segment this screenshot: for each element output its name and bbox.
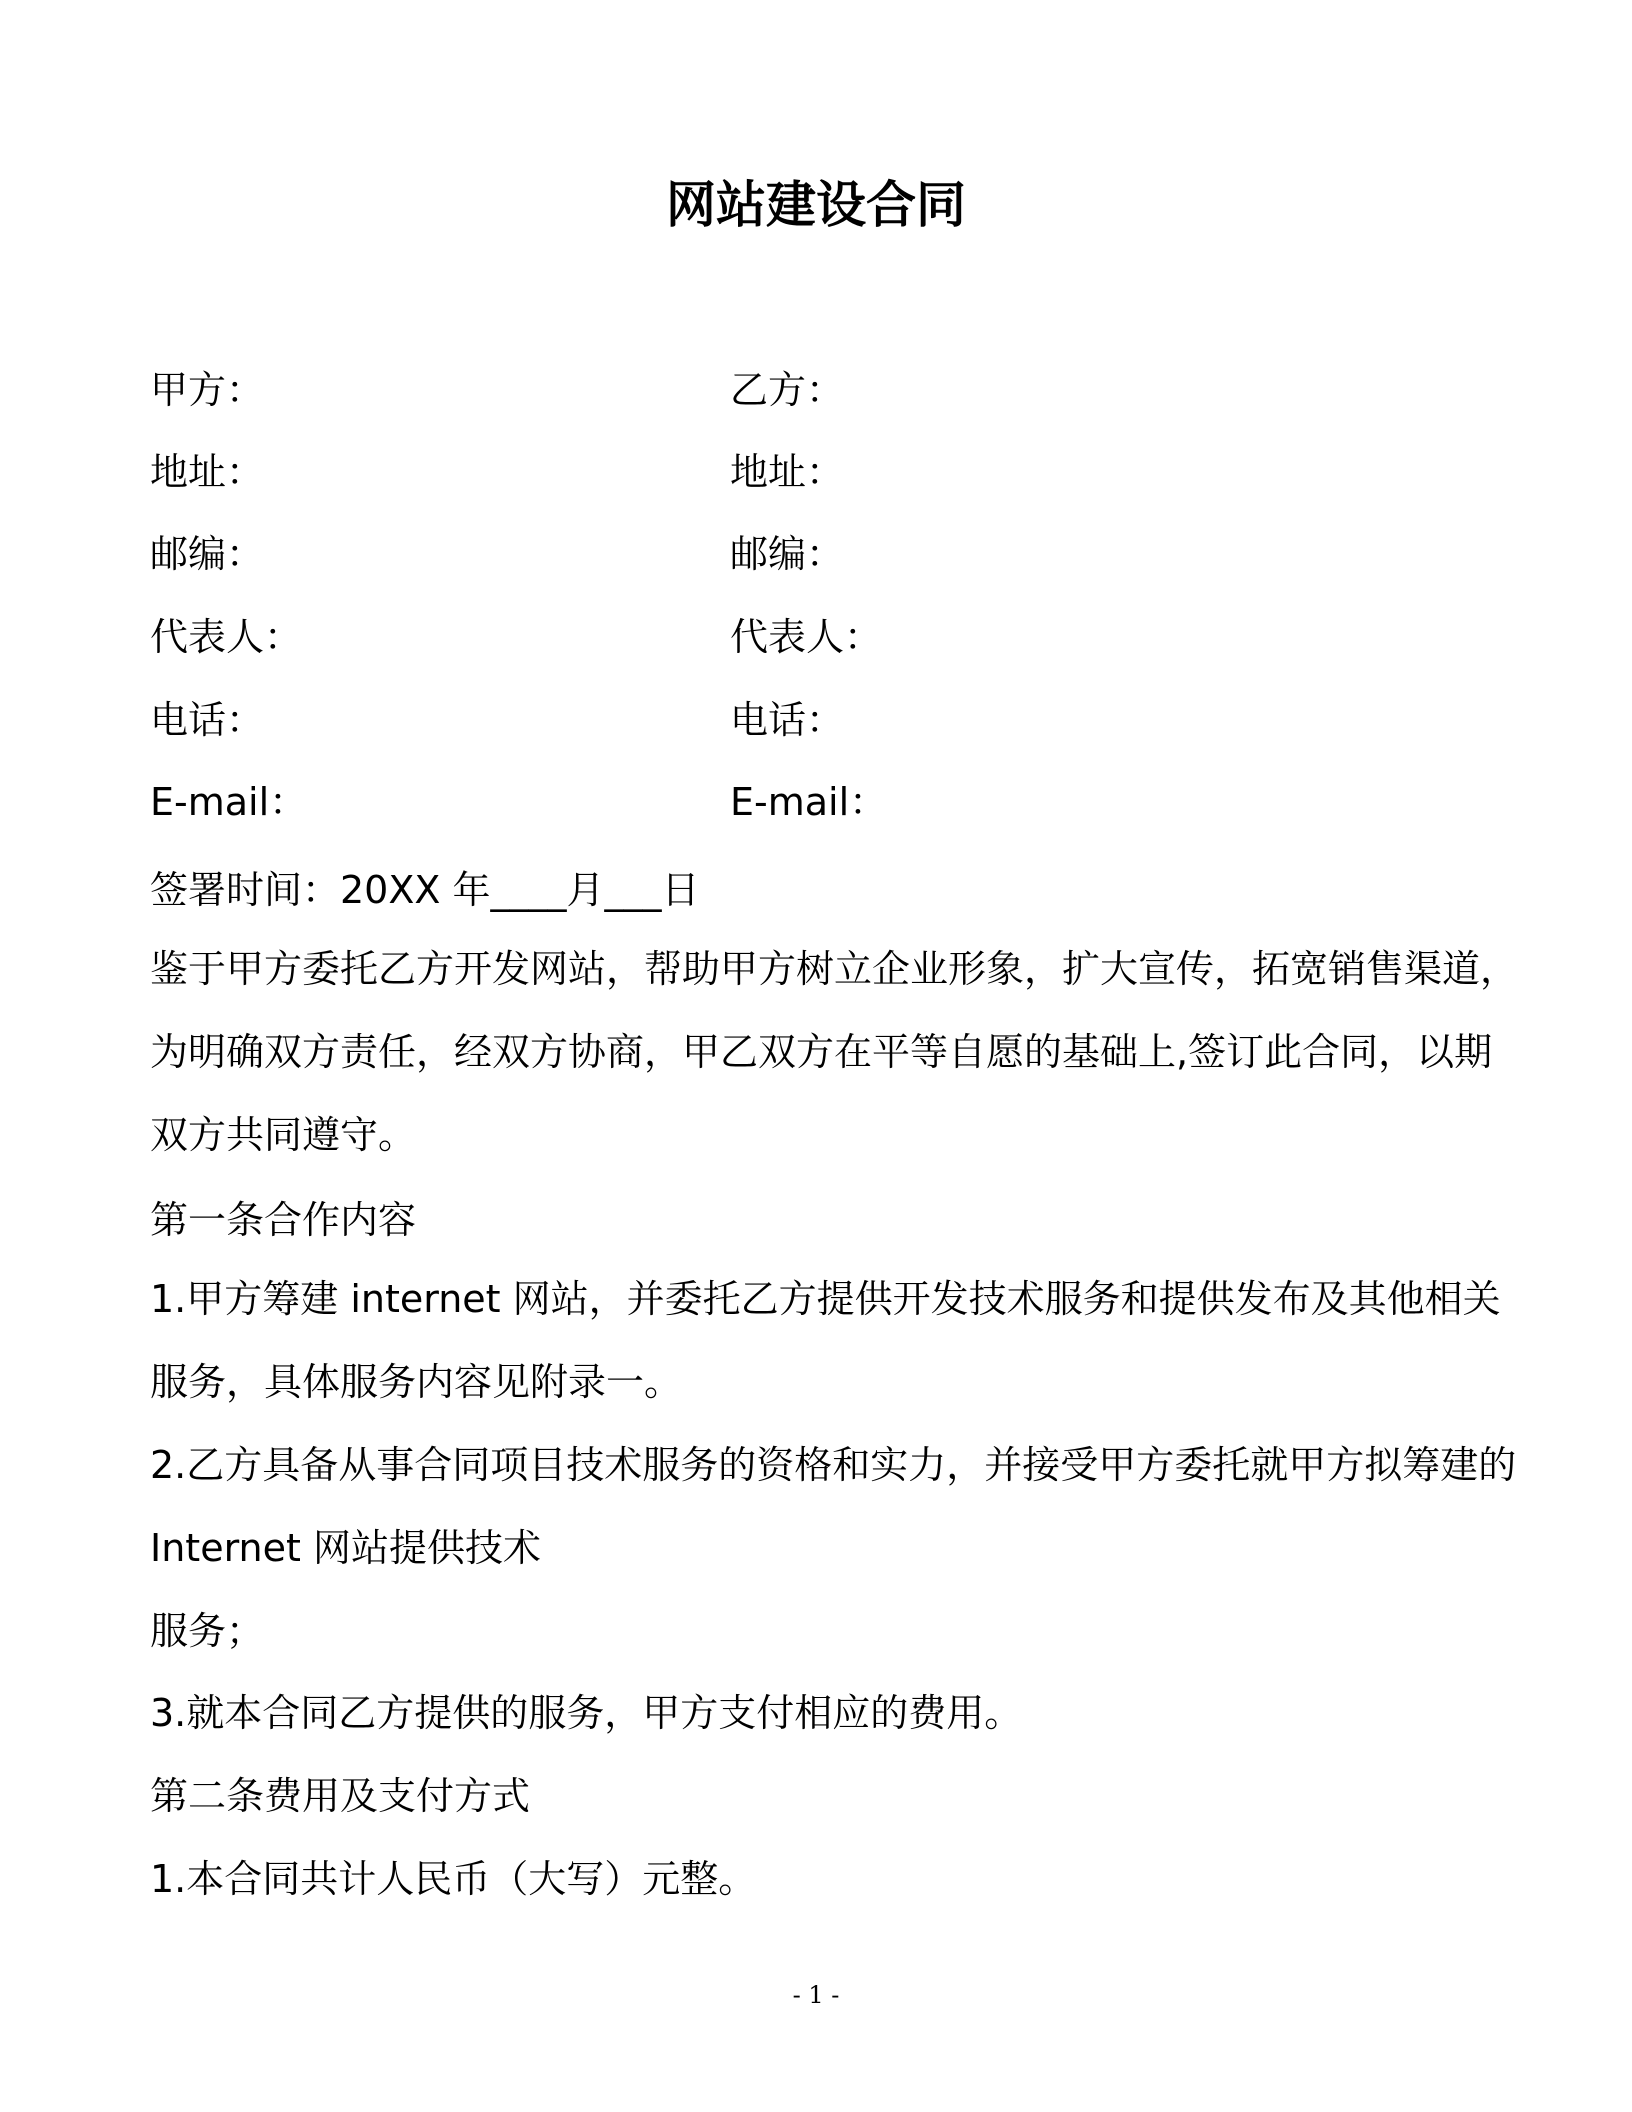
party-row-email bbox=[150, 772, 1490, 832]
party-row-postcode bbox=[150, 524, 1490, 584]
party-b-email-label: E-mail： bbox=[730, 780, 888, 824]
page-number: - 1 - bbox=[792, 1981, 840, 2009]
intro-line: 双方共同遵守。 bbox=[150, 1113, 417, 1157]
party-row-name bbox=[150, 360, 1490, 420]
party-row-representative bbox=[150, 607, 1490, 667]
intro-line: 为明确双方责任，经双方协商，甲乙双方在平等自愿的基础上,签订此合同，以期 bbox=[150, 1030, 1493, 1074]
party-b-representative-label: 代表人： bbox=[730, 615, 883, 659]
party-row-address bbox=[150, 442, 1490, 502]
article-1-item-3: 3.就本合同乙方提供的服务，甲方支付相应的费用。 bbox=[150, 1691, 1023, 1735]
intro-line: 鉴于甲方委托乙方开发网站，帮助甲方树立企业形象，扩大宣传，拓宽销售渠道， bbox=[150, 947, 1519, 991]
document-title: 网站建设合同 bbox=[666, 176, 966, 234]
intro-paragraph bbox=[150, 928, 1519, 1177]
party-a-address-label: 地址： bbox=[150, 450, 265, 494]
party-b-name-label: 乙方： bbox=[730, 368, 845, 412]
party-a-representative-label: 代表人： bbox=[150, 615, 303, 659]
party-a-postcode-label: 邮编： bbox=[150, 532, 265, 576]
article-1-item-1-line: 1.甲方筹建 internet 网站，并委托乙方提供开发技术服务和提供发布及其他相关 bbox=[150, 1277, 1501, 1321]
party-b-postcode-label: 邮编： bbox=[730, 532, 845, 576]
article-2-heading: 第二条费用及支付方式 bbox=[150, 1774, 531, 1818]
party-b-address-label: 地址： bbox=[730, 450, 845, 494]
article-1-item-2-line: 服务； bbox=[150, 1609, 265, 1653]
party-a-phone-label: 电话： bbox=[150, 698, 265, 742]
article-1-item-2 bbox=[150, 1424, 1517, 1673]
sign-time: 签署时间：20XX 年____月___日 bbox=[150, 868, 700, 912]
article-1-item-2-line: Internet 网站提供技术 bbox=[150, 1526, 541, 1570]
party-b-phone-label: 电话： bbox=[730, 698, 845, 742]
article-1-item-2-line: 2.乙方具备从事合同项目技术服务的资格和实力，并接受甲方委托就甲方拟筹建的 bbox=[150, 1443, 1517, 1487]
party-row-phone bbox=[150, 690, 1490, 750]
party-a-email-label: E-mail： bbox=[150, 780, 308, 824]
article-1-item-1 bbox=[150, 1258, 1501, 1424]
party-a-name-label: 甲方： bbox=[150, 368, 265, 412]
article-2-item-1: 1.本合同共计人民币（大写）元整。 bbox=[150, 1857, 757, 1901]
article-1-heading: 第一条合作内容 bbox=[150, 1198, 417, 1242]
article-1-item-1-line: 服务，具体服务内容见附录一。 bbox=[150, 1360, 683, 1404]
